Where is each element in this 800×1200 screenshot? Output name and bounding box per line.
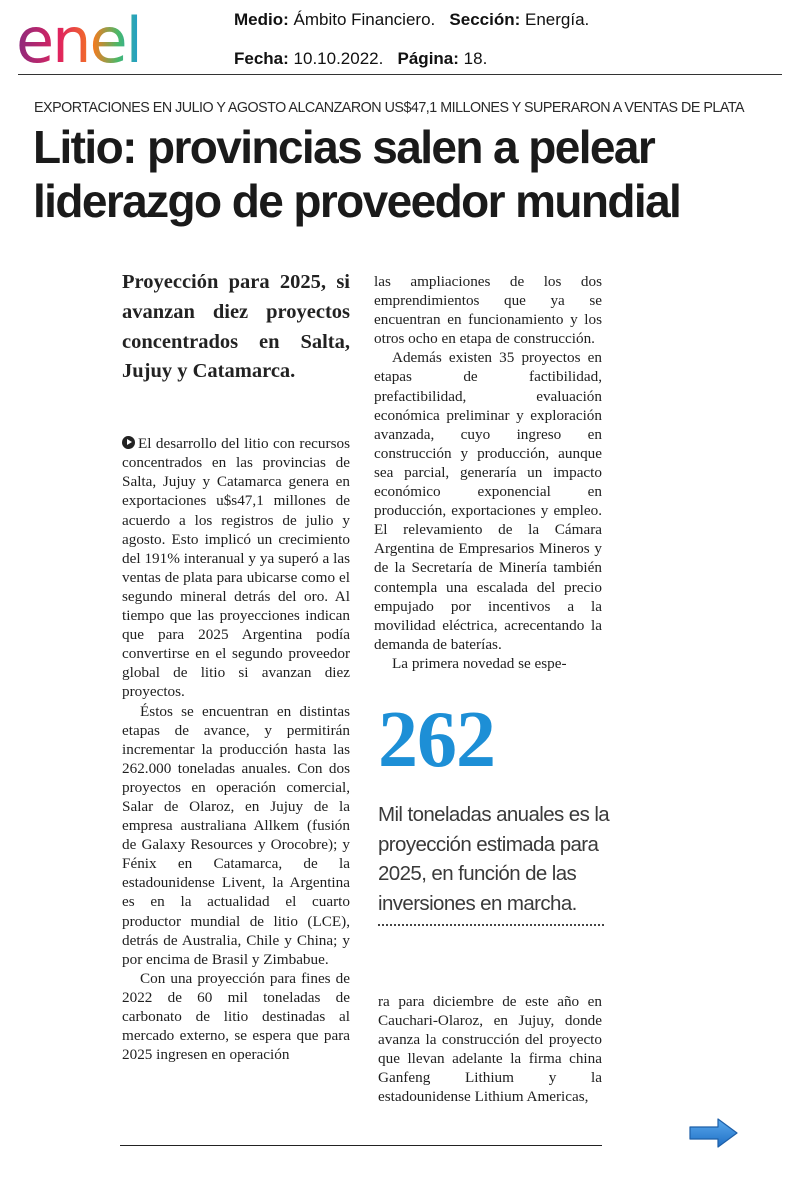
left-paragraph-1 [122,434,350,701]
enel-logo [14,6,174,70]
article-headline: Litio: provincias salen a pelear liderazgo de proveedor mundial [33,121,681,227]
right-paragraph-1: las ampliaciones de los dos emprendimientos que ya se encuentran en funcionamiento y los otros ocho en etapa de construcción. [374,273,602,348]
article-kicker: EXPORTACIONES EN JULIO Y AGOSTO ALCANZARON US$47,1 MILLONES Y SUPERARON A VENTAS DE PLATA [34,100,745,116]
right-paragraph-3: La primera novedad se espe- [392,654,567,672]
left-paragraph-2: Éstos se encuentran en distintas etapas de avance, y permitirán incrementar la producción hasta las 262.000 toneladas anuales. Con dos proyectos en operación comercial, Salar de Olaroz, en Jujuy de la empresa australiana Allkem (fusión de Galaxy Resources y Orocobre); y Fénix en Catamarca, de la estadounidense Livent, la Argentina es en la actualidad el cuarto productor mundial de litio (LCE), detrás de Australia, Chile y China; y por encima de Brasil y Zimbabue. [122,702,350,968]
medio-value: Ámbito Financiero. [293,10,436,29]
left-body [122,434,350,1064]
right-bottom-paragraph: ra para diciembre de este año en Cauchari-Olaroz, en Jujuy, donde avanza la construcción del proyecto que llevan adelante la firma china Ganfeng Lithium y la estadounidense Lithium Americas, [378,993,602,1106]
right-column-bottom [378,992,602,1107]
fecha-label: Fecha: [234,49,289,68]
medio-label: Medio: [234,10,289,29]
seccion-label: Sección: [449,10,521,29]
meta-medio-seccion [234,10,589,30]
svg-text:enel: enel [16,6,141,70]
highlight-stat-number: 262 [378,696,495,784]
seccion-value: Energía. [525,10,590,29]
footer-divider [120,1145,602,1146]
arrow-right-icon[interactable] [688,1116,740,1150]
fecha-value: 10.10.2022. [293,49,384,68]
pagina-value: 18. [463,49,488,68]
article-lede: Proyección para 2025, si avanzan diez proyectos concentrados en Salta, Jujuy y Catamarca. [122,271,350,383]
pagina-label: Página: [397,49,459,68]
left-paragraph-1-text: El desarrollo del litio con recursos concentrados en las provincias de Salta, Jujuy y Catamarca genera en exportaciones u$s47,1 millones de acuerdo a los registros de julio y agosto. Esto implicó un crecimiento del 191% interanual y ya superó a las ventas de plata para ubicarse como el segundo mineral detrás del oro. Al tiempo que las proyecciones indican que para 2025 Argentina podía convertirse en el segundo proveedor global de litio si avanzan diez proyectos. [122,435,350,701]
left-column [122,268,350,1064]
play-bullet-icon [122,436,135,449]
right-column-top [374,272,602,673]
right-paragraph-2: Además existen 35 proyectos en etapas de factibilidad, prefactibilidad, evaluación económica preliminar y exploración avanzada, cuyo ingreso en construcción y producción, aunque sea parcial, generaría un impacto económico exponencial en producción, exportaciones y empleo. El relevamiento de la Cámara Argentina de Empresarios Mineros y de la Secretaría de Minería también contempla una escalada del precio empujado por incentivos a la movilidad eléctrica, acrecentando la demanda de baterías. [374,349,602,653]
left-paragraph-3: Con una proyección para fines de 2022 de 60 mil toneladas de carbonato de litio destinadas al mercado externo, se espera que para 2025 ingresen en operación [122,969,350,1064]
header-divider [18,74,782,75]
highlight-stat-caption: Mil toneladas anuales es la proyección estimada para 2025, en función de las inversiones en marcha. [378,803,610,915]
dotted-divider [378,924,604,926]
meta-fecha-pagina [234,49,487,69]
